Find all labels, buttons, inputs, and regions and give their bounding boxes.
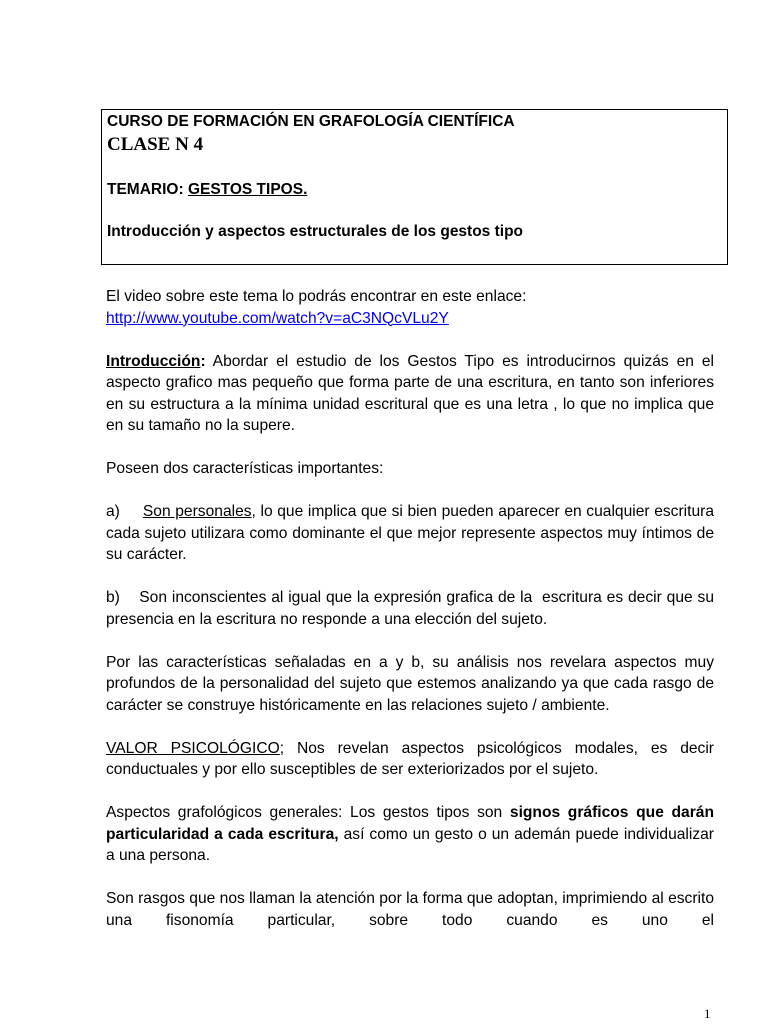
temario-line <box>107 181 307 199</box>
rasgos-paragraph: Son rasgos que nos llaman la atención por la forma que adoptan, imprimiendo al escrito una fisonomía particular, sobre todo cuando es uno el <box>106 890 714 929</box>
aspectos-post: así como un gesto o un ademán puede individualizar a una persona. <box>106 825 715 864</box>
intro-label: Introducción <box>106 352 201 370</box>
valor-paragraph <box>106 738 714 781</box>
course-title: CURSO DE FORMACIÓN EN GRAFOLOGÍA CIENTÍFICA <box>107 113 515 130</box>
analysis-paragraph: Por las características señaladas en a y b, su análisis nos revelara aspectos muy profundos de la personalidad del sujeto que estemos analizando ya que cada rasgo de carácter se construye históricamente en las relaciones sujeto / ambiente. <box>106 653 714 714</box>
intro-paragraph <box>106 351 714 437</box>
header-subtitle: Introducción y aspectos estructurales de los gestos tipo <box>107 223 524 240</box>
aspectos-bold: signos gráficos que darán particularidad a cada escritura, <box>106 804 714 843</box>
aspectos-pre: Aspectos grafológicos generales: Los gestos tipos son <box>106 804 510 821</box>
intro-text: Abordar el estudio de los Gestos Tipo es introducirnos quizás en el aspecto grafico mas pequeño que forma parte de una escritura, en tanto son inferiores en su estructura a la mínima unidad escritural que es una letra , lo que no implica que en su tamaño no la supere. <box>106 352 714 434</box>
valor-text: ; Nos revelan aspectos psicológicos modales, es decir conductuales y por ello susceptibles de ser exteriorizados por el sujeto. <box>106 739 714 778</box>
characteristics-intro: Poseen dos características importantes: <box>106 460 384 477</box>
valor-label: VALOR PSICOLÓGICO <box>106 739 280 757</box>
aspectos-paragraph <box>106 802 714 867</box>
intro-colon: : <box>200 352 206 370</box>
item-a-marker: a) <box>106 503 143 520</box>
item-a-paragraph <box>106 501 714 566</box>
item-b-paragraph: b) Son inconscientes al igual que la expresión grafica de la escritura es decir que su presencia en la escritura no responde a una elección del sujeto. <box>106 589 719 628</box>
temario-label: TEMARIO: <box>107 181 188 198</box>
class-number: CLASE N 4 <box>107 134 204 155</box>
video-link[interactable]: http://www.youtube.com/watch?v=aC3NQcVLu2Y <box>106 309 449 327</box>
temario-topic: GESTOS TIPOS. <box>187 181 308 198</box>
header-box <box>101 109 728 265</box>
page-number: 1 <box>704 1006 711 1021</box>
document-body <box>106 286 719 931</box>
video-text: El video sobre este tema lo podrás encontrar en este enlace: <box>106 288 527 305</box>
item-a-label: Son personales <box>142 503 252 520</box>
item-a-text: , lo que implica que si bien pueden aparecer en cualquier escritura cada sujeto utilizara como dominante el que mejor represente aspectos muy íntimos de su carácter. <box>106 503 714 563</box>
